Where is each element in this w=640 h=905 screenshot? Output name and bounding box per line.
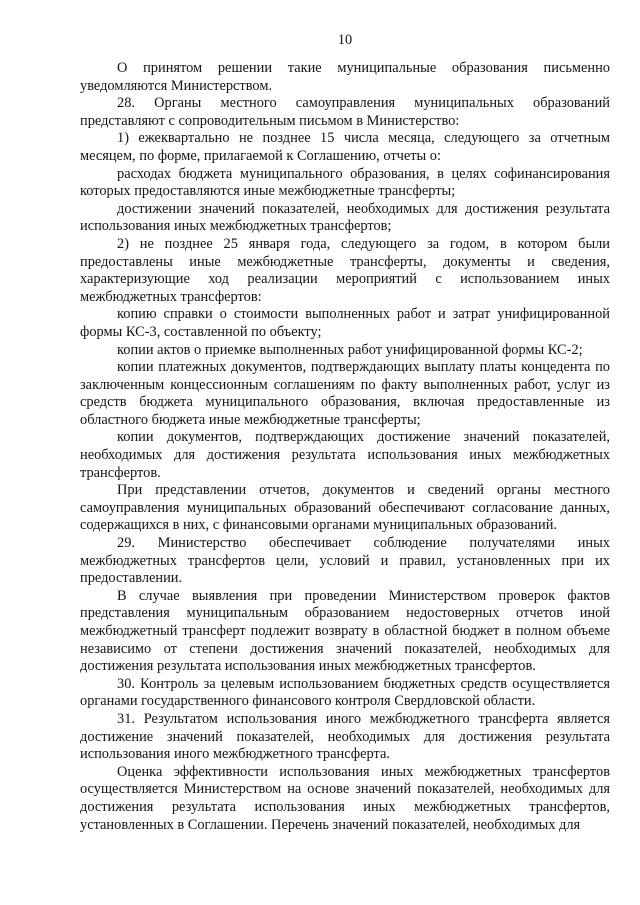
paragraph-ks3-certificate: копию справки о стоимости выполненных работ и затрат унифицированной формы КС-3, составленной по объекту;: [80, 306, 610, 340]
page-number: 10: [337, 32, 353, 48]
paragraph-report-expenses: расходах бюджета муниципального образования, в целях софинансирования которых предоставляются иные межбюджетные трансферты;: [80, 165, 610, 200]
paragraph-item-28-1: 1) ежеквартально не позднее 15 числа месяца, следующего за отчетным месяцем, по форме, прилагаемой к Соглашению, отчеты о:: [80, 130, 610, 164]
document-body: [80, 60, 610, 834]
paragraph-item-31: 31. Результатом использования иного межбюджетного трансферта является достижение значений показателей, необходимых для достижения результата использования иного межбюджетного трансферта.: [80, 710, 610, 763]
paragraph-data-agreement: При представлении отчетов, документов и сведений органы местного самоуправления муниципальных образований обеспечивают согласование данных, содержащихся в них, с финансовыми органами муниципальных образований.: [80, 482, 610, 534]
paragraph-item-28: 28. Органы местного самоуправления муниципальных образований представляют с сопроводительным письмом в Министерство:: [80, 95, 610, 129]
paragraph-item-29: 29. Министерство обеспечивает соблюдение получателями иных межбюджетных трансфертов цели, условий и правил, установленных при их предоставлении.: [80, 535, 610, 587]
paragraph-refund: В случае выявления при проведении Министерством проверок фактов представления муниципальным образованием недостоверных отчетов иной межбюджетный трансферт подлежит возврату в областной бюджет в полном объеме независимо от степени достижения значений показателей, необходимых для достижения результата использования иных межбюджетных трансфертов.: [80, 587, 610, 675]
paragraph-efficiency-evaluation: Оценка эффективности использования иных межбюджетных трансфертов осуществляется Министерством на основе значений показателей, необходимых для достижения результата использования иных межбюджетных трансфертов, установленных в Соглашении. Перечень значений показателей, необходимых для: [80, 763, 610, 833]
paragraph-notification: О принятом решении такие муниципальные образования письменно уведомляются Министерством.: [80, 60, 610, 94]
paragraph-item-28-2: 2) не позднее 25 января года, следующего за годом, в котором были предоставлены иные межбюджетные трансферты, документы и сведения, характеризующие ход реализации мероприятий с использованием иных межбюджетных трансфертов:: [80, 235, 610, 305]
paragraph-payment-documents: копии платежных документов, подтверждающих выплату платы концедента по заключенным концессионным соглашениям по факту выполненных работ, услуг из средств бюджета муниципального образования, включая предоставленные из областного бюджета иные межбюджетные трансферты;: [80, 359, 610, 428]
paragraph-report-indicators: достижении значений показателей, необходимых для достижения результата использования иных межбюджетных трансфертов;: [80, 200, 610, 235]
paragraph-ks2-acts: копии актов о приемке выполненных работ унифицированной формы КС-2;: [117, 341, 583, 358]
document-page: [80, 0, 610, 905]
paragraph-item-30: 30. Контроль за целевым использованием бюджетных средств осуществляется органами государственного финансового контроля Свердловской области.: [80, 675, 610, 710]
paragraph-indicator-documents: копии документов, подтверждающих достижение значений показателей, необходимых для достижения результата использования иных межбюджетных трансфертов.: [80, 429, 610, 481]
